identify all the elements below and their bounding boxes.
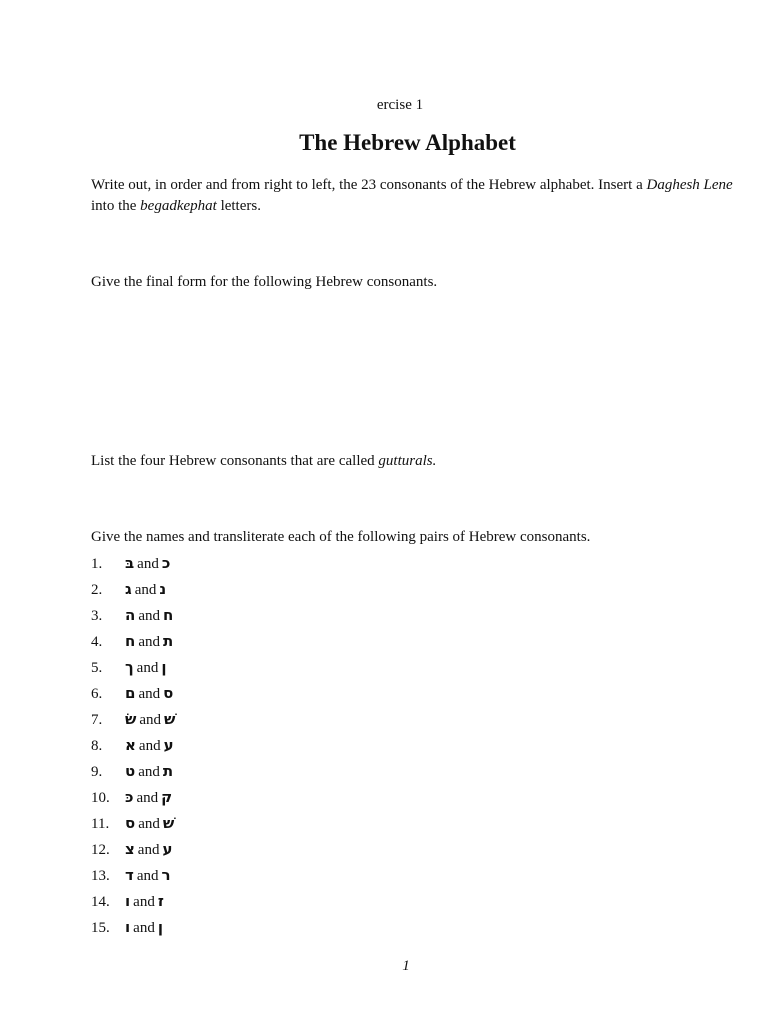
item-number: 13. bbox=[91, 868, 110, 884]
hebrew-letter: ס bbox=[125, 814, 136, 832]
exercise-label: ercise 1 bbox=[376, 97, 424, 113]
hebrew-letter: ת bbox=[162, 762, 174, 780]
hebrew-letter: ו bbox=[125, 892, 131, 910]
conjunction: and bbox=[133, 920, 155, 936]
hebrew-letter: שׁ bbox=[162, 814, 175, 832]
list-item bbox=[91, 865, 175, 891]
list-item bbox=[91, 553, 175, 579]
hebrew-letter: ק bbox=[161, 788, 173, 806]
hebrew-letter: נ bbox=[159, 580, 167, 598]
conjunction: and bbox=[138, 608, 160, 624]
conjunction: and bbox=[137, 842, 160, 858]
conjunction: and bbox=[133, 894, 155, 910]
list-item bbox=[91, 917, 175, 943]
instruction-final-forms: Give the final form for the following Hebrew consonants. bbox=[91, 274, 438, 290]
page-number: 1 bbox=[402, 958, 410, 974]
list-item bbox=[91, 761, 175, 787]
item-number: 14. bbox=[91, 894, 110, 910]
item-number: 1. bbox=[91, 556, 103, 572]
list-item bbox=[91, 787, 175, 813]
item-number: 5. bbox=[91, 660, 103, 676]
item-number: 4. bbox=[91, 634, 103, 650]
list-item bbox=[91, 683, 175, 709]
instruction-pairs: Give the names and transliterate each of the following pairs of Hebrew consonants. bbox=[91, 529, 591, 545]
instruction-alphabet bbox=[91, 175, 741, 217]
hebrew-letter: ח bbox=[125, 632, 136, 650]
hebrew-letter: ם bbox=[125, 684, 136, 702]
term-begadkephat: begadkephat bbox=[140, 198, 217, 214]
item-number: 9. bbox=[91, 764, 103, 780]
item-number: 2. bbox=[91, 582, 103, 598]
item-number: 7. bbox=[91, 712, 103, 728]
item-number: 12. bbox=[91, 842, 110, 858]
consonant-pairs-list bbox=[91, 553, 175, 943]
instruction-text: Write out, in order and from right to left, the 23 consonants of the Hebrew alphabet. Insert a bbox=[91, 177, 647, 193]
hebrew-letter: ט bbox=[125, 762, 136, 780]
hebrew-letter: ך bbox=[125, 658, 134, 676]
conjunction: and bbox=[138, 764, 160, 780]
hebrew-letter: ה bbox=[125, 606, 136, 624]
conjunction: and bbox=[136, 660, 159, 676]
hebrew-letter: ע bbox=[163, 736, 174, 754]
hebrew-letter: ג bbox=[125, 580, 132, 598]
hebrew-letter: כ bbox=[161, 554, 171, 572]
hebrew-letter: א bbox=[125, 736, 136, 754]
conjunction: and bbox=[138, 686, 161, 702]
conjunction: and bbox=[134, 582, 157, 598]
list-item bbox=[91, 657, 175, 683]
page-title: The Hebrew Alphabet bbox=[299, 130, 516, 155]
hebrew-letter: ר bbox=[161, 866, 171, 884]
instruction-text: List the four Hebrew consonants that are called bbox=[91, 453, 379, 469]
conjunction: and bbox=[138, 634, 160, 650]
instruction-text: letters. bbox=[216, 198, 261, 214]
list-item bbox=[91, 579, 175, 605]
list-item bbox=[91, 735, 175, 761]
conjunction: and bbox=[138, 738, 161, 754]
conjunction: and bbox=[138, 816, 160, 832]
item-number: 3. bbox=[91, 608, 103, 624]
hebrew-letter: שׁ bbox=[164, 710, 176, 728]
list-item bbox=[91, 891, 175, 917]
hebrew-letter: ד bbox=[125, 866, 134, 884]
item-number: 15. bbox=[91, 920, 110, 936]
conjunction: and bbox=[137, 556, 159, 572]
item-number: 6. bbox=[91, 686, 103, 702]
hebrew-letter: ע bbox=[162, 840, 173, 858]
instruction-gutturals bbox=[91, 451, 741, 472]
hebrew-letter: ת bbox=[162, 632, 174, 650]
conjunction: and bbox=[136, 868, 159, 884]
item-number: 11. bbox=[91, 816, 110, 832]
conjunction: and bbox=[136, 790, 159, 806]
list-item bbox=[91, 813, 175, 839]
hebrew-letter: כּ bbox=[125, 788, 134, 806]
term-daghesh-lene: Daghesh Lene bbox=[646, 177, 733, 193]
hebrew-letter: ן bbox=[157, 918, 163, 936]
item-number: 10. bbox=[91, 790, 110, 806]
list-item bbox=[91, 839, 175, 865]
list-item bbox=[91, 605, 175, 631]
hebrew-letter: שׂ bbox=[125, 710, 137, 728]
item-number: 8. bbox=[91, 738, 103, 754]
hebrew-letter: ז bbox=[157, 892, 164, 910]
instruction-text: into the bbox=[91, 198, 141, 214]
conjunction: and bbox=[139, 712, 162, 728]
list-item bbox=[91, 631, 175, 657]
term-gutturals: gutturals. bbox=[378, 453, 437, 469]
hebrew-letter: ח bbox=[162, 606, 174, 624]
hebrew-letter: צ bbox=[125, 840, 135, 858]
list-item bbox=[91, 709, 175, 735]
hebrew-letter: ו bbox=[125, 918, 131, 936]
hebrew-letter: בּ bbox=[125, 554, 135, 572]
hebrew-letter: ס bbox=[163, 684, 174, 702]
hebrew-letter: ן bbox=[161, 658, 167, 676]
